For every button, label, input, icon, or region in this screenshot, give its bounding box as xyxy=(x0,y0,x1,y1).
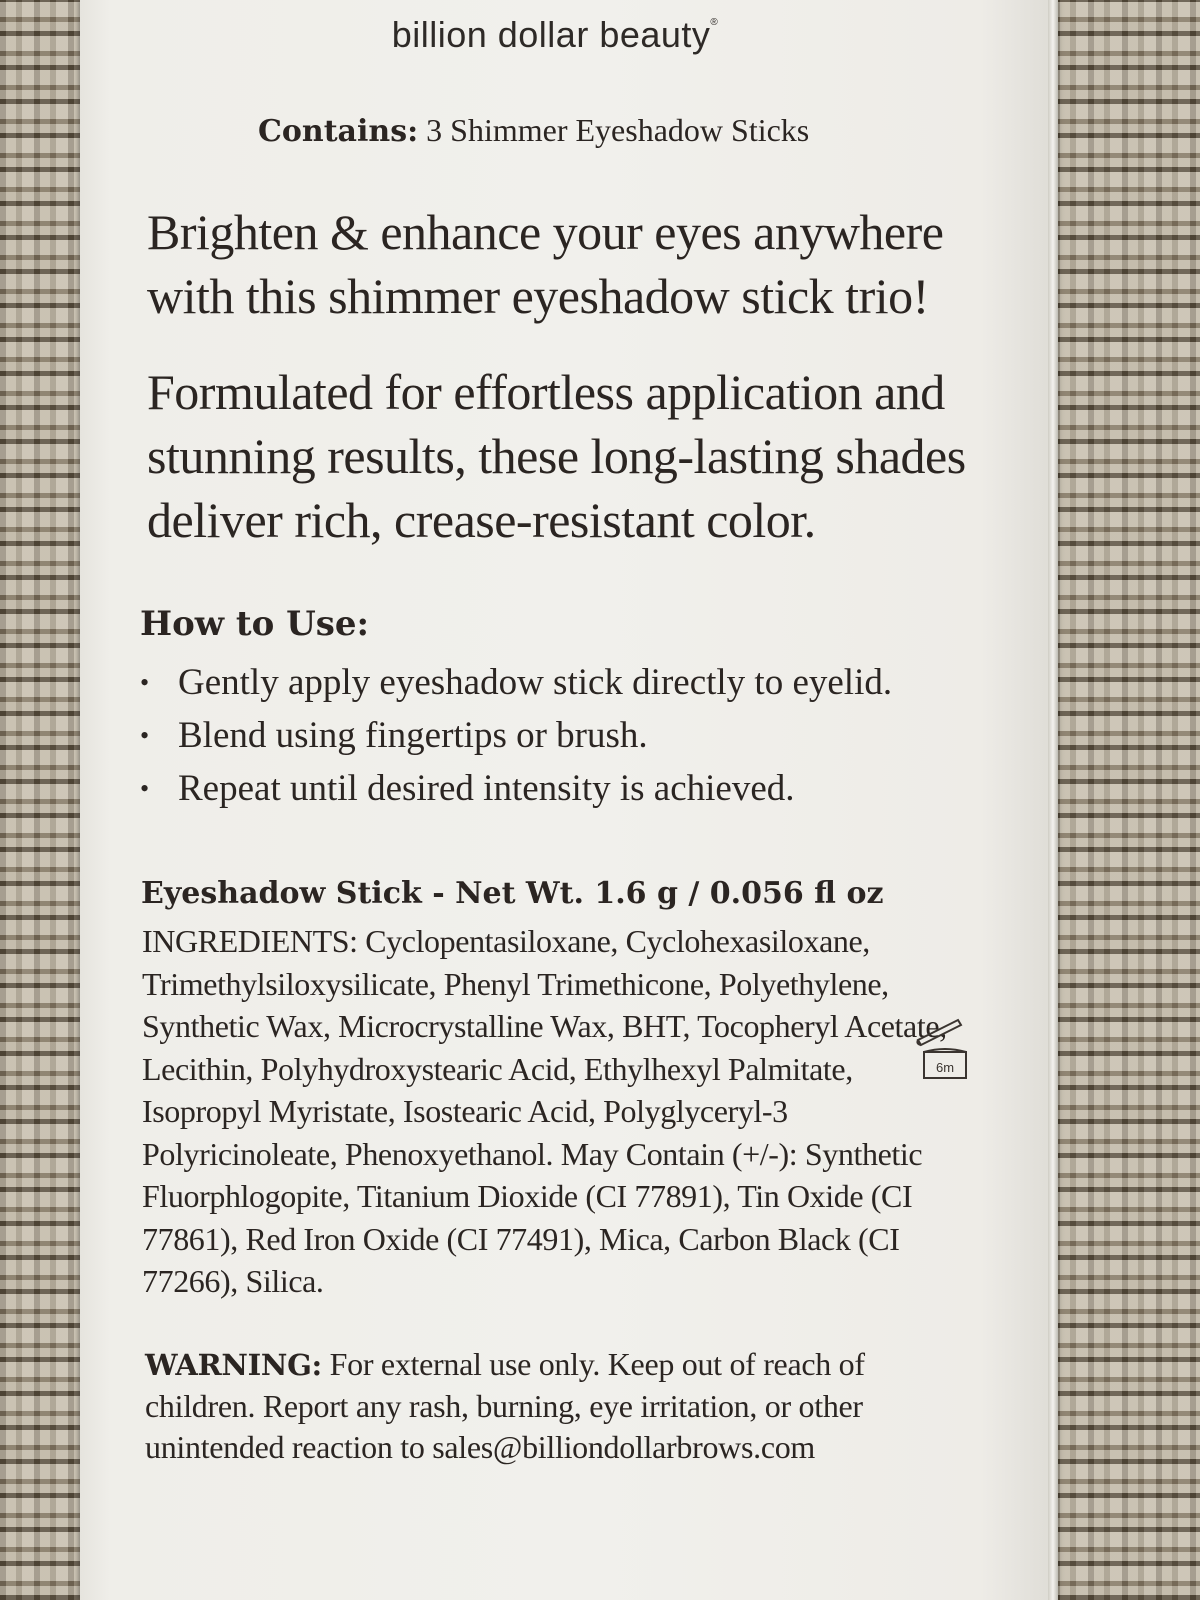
step-3: • Repeat until desired intensity is achieved. xyxy=(140,762,892,815)
pao-label: 6m xyxy=(935,1060,955,1075)
contains-text: 3 Shimmer Eyeshadow Sticks xyxy=(418,112,810,148)
open-jar-icon xyxy=(914,1010,974,1080)
warning-label: WARNING: xyxy=(145,1348,322,1382)
how-to-use-list xyxy=(140,656,892,815)
step-2: • Blend using fingertips or brush. xyxy=(140,709,892,762)
intro-paragraph-1: Brighten & enhance your eyes anywhere with this shimmer eyeshadow stick trio! xyxy=(147,204,944,324)
brand-name: billion dollar beauty xyxy=(391,14,711,55)
net-weight: Eyeshadow Stick - Net Wt. 1.6 g / 0.056 fl oz xyxy=(141,876,884,911)
contains-label: Contains: xyxy=(258,114,419,149)
contains-line xyxy=(258,112,809,149)
box-edge xyxy=(1048,0,1058,1600)
brand-logo xyxy=(0,14,1110,56)
warning-body: For external use only. Keep out of reach of children. Report any rash, burning, eye irritation, or other unintended reaction to sales@billiondollarbrows.com xyxy=(145,1346,865,1465)
warning-text xyxy=(145,1344,935,1468)
registered-mark: ® xyxy=(710,17,719,28)
how-to-use-heading: How to Use: xyxy=(140,604,370,644)
ingredients-list: INGREDIENTS: Cyclopentasiloxane, Cyclohexasiloxane, Trimethylsiloxysilicate, Phenyl Trimethicone, Polyethylene, Synthetic Wax, Microcrystalline Wax, BHT, Tocopheryl Acetate, Lecithin, Polyhydroxystearic Acid, Ethylhexyl Palmitate, Isopropyl Myristate, Isostearic Acid, Polyglyceryl-3 Polyricinoleate, Phenoxyethanol. May Contain (+/-): Synthetic Fluorphlogopite, Titanium Dioxide (CI 77891), Tin Oxide (CI 77861), Red Iron Oxide (CI 77491), Mica, Carbon Black (CI 77266), Silica. xyxy=(142,923,947,1299)
intro-paragraph-2: Formulated for effortless application and stunning results, these long-lasting shades deliver rich, crease-resistant color. xyxy=(147,364,966,548)
step-1: • Gently apply eyeshadow stick directly to eyelid. xyxy=(140,656,892,709)
